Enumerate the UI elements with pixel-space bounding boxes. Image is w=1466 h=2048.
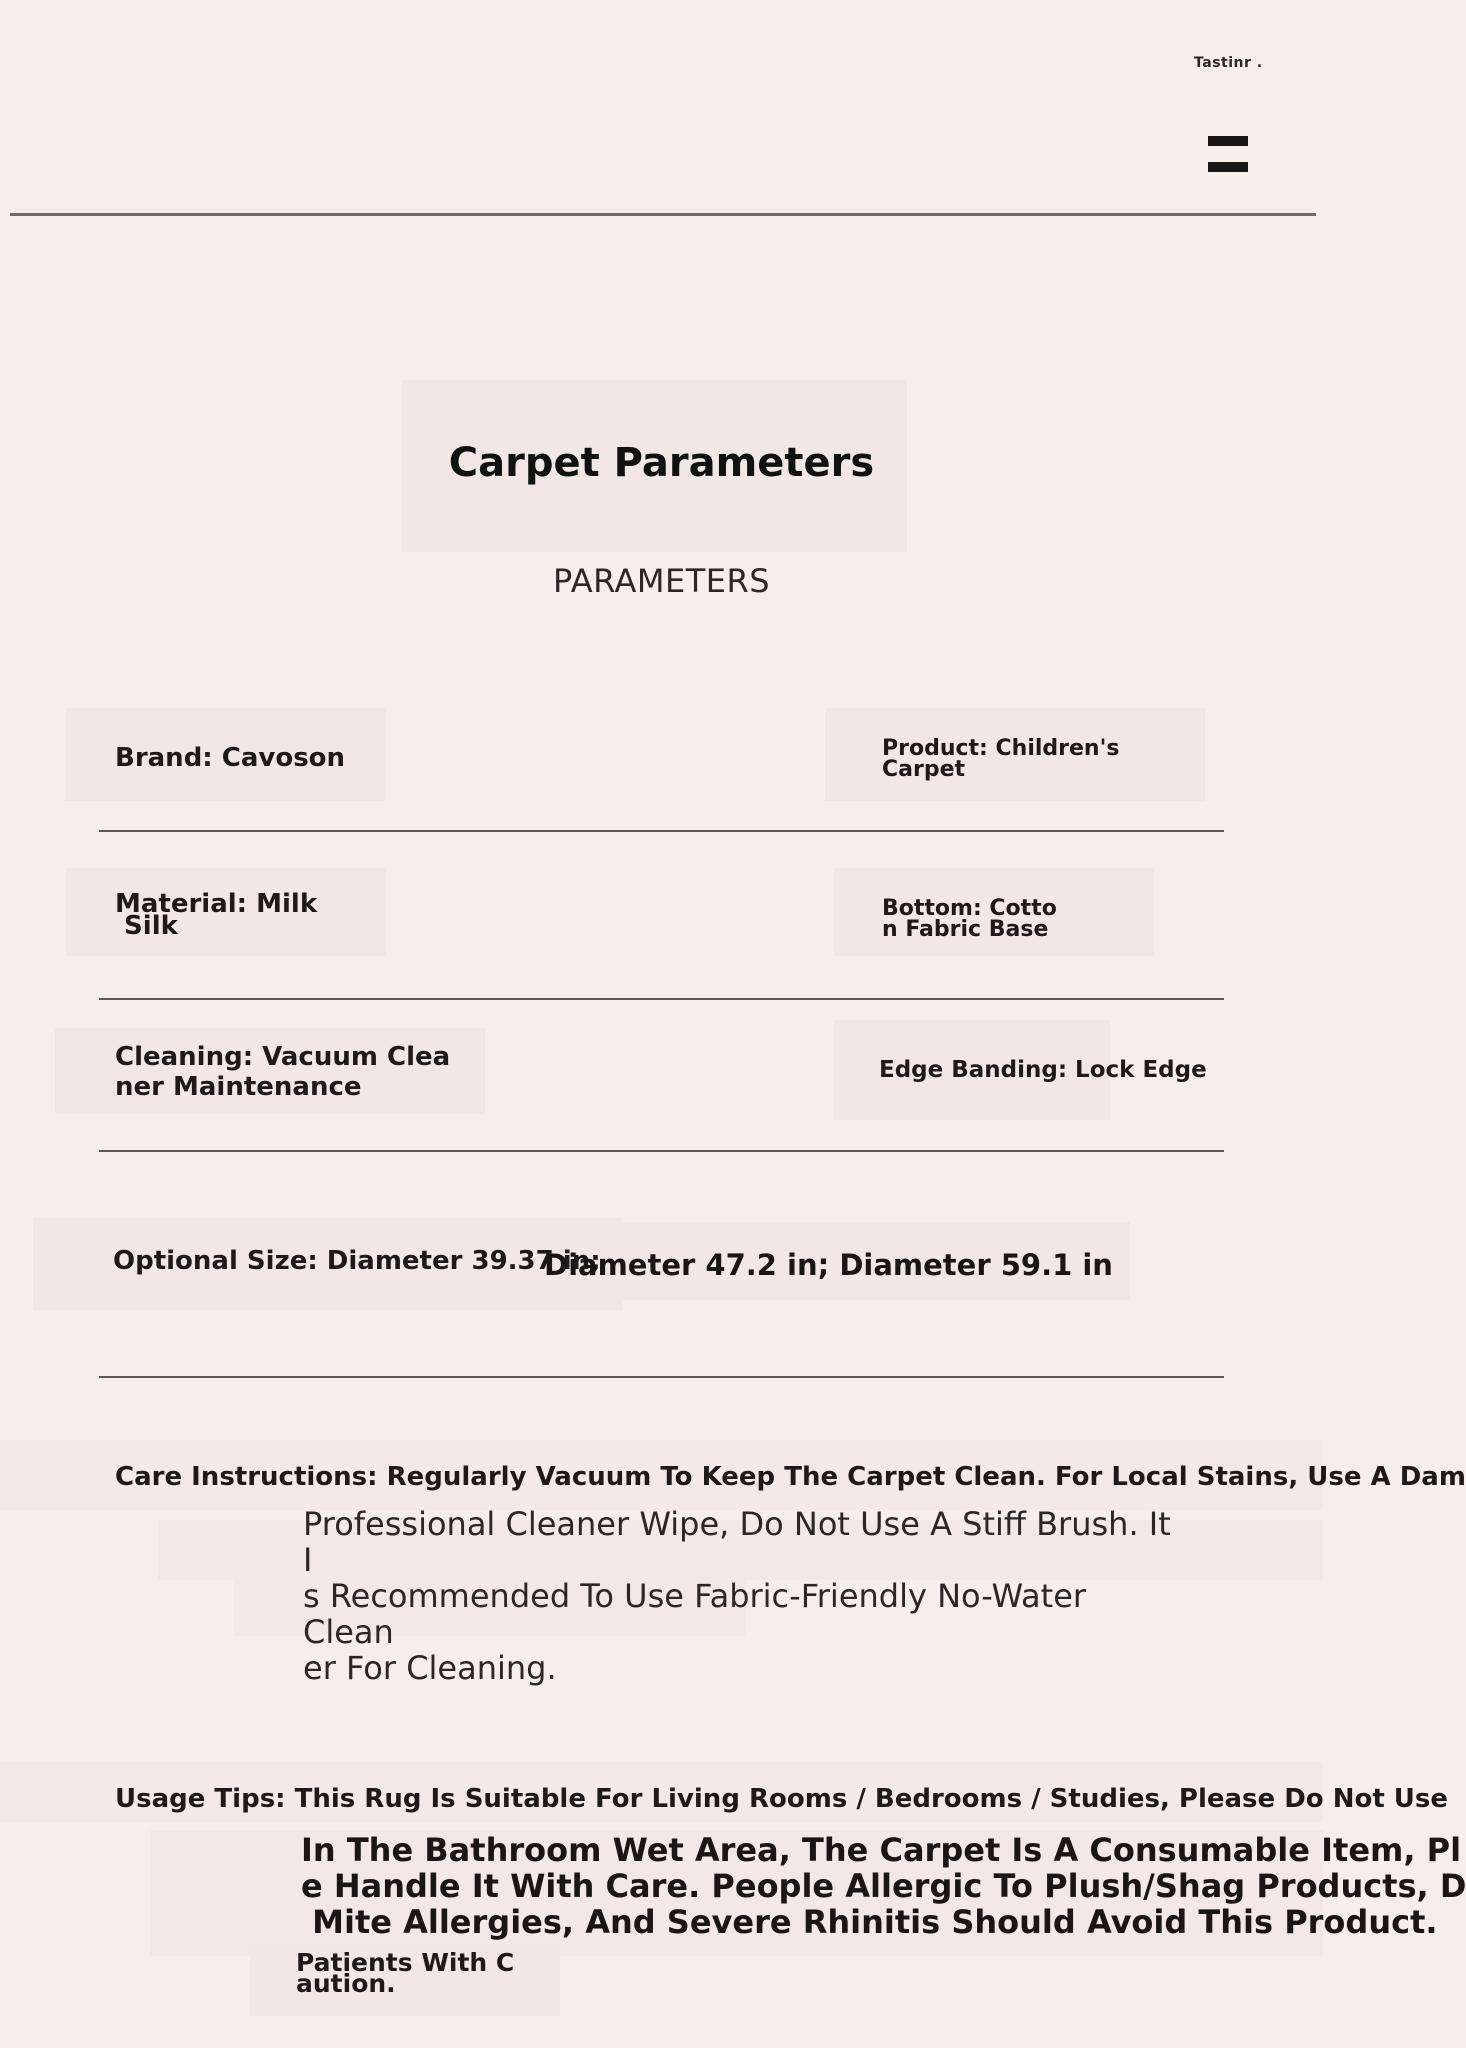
row-divider bbox=[99, 830, 1224, 832]
param-bottom bbox=[882, 898, 1057, 940]
care-instructions-body bbox=[303, 1506, 1183, 1686]
care-line1: Professional Cleaner Wipe, Do Not Use A Stiff Brush. It I bbox=[303, 1505, 1171, 1579]
param-cleaning-line1: Cleaning: Vacuum Clea bbox=[115, 1042, 451, 1072]
usage-tips-tail bbox=[296, 1948, 515, 1998]
usage-line1: In The Bathroom Wet Area, The Carpet Is A Consumable Item, Pl bbox=[301, 1831, 1462, 1869]
usage-line2: e Handle It With Care. People Allergic To Plush/Shag Products, D bbox=[301, 1867, 1466, 1905]
param-size-part1: Optional Size: Diameter 39.37 in; bbox=[113, 1246, 601, 1276]
usage-line3: Mite Allergies, And Severe Rhinitis Should Avoid This Product. bbox=[301, 1903, 1438, 1941]
param-product-line2: Carpet bbox=[882, 757, 966, 782]
param-bottom-line1: Bottom: Cotto bbox=[882, 896, 1057, 921]
param-bottom-line2: n Fabric Base bbox=[882, 917, 1049, 942]
usage-tips-heading: Usage Tips: This Rug Is Suitable For Living Rooms / Bedrooms / Studies, Please Do Not Use bbox=[115, 1784, 1449, 1814]
care-line2: s Recommended To Use Fabric-Friendly No-Water Clean bbox=[303, 1577, 1087, 1651]
param-material-line1: Material: Milk bbox=[115, 889, 318, 919]
page-subtitle: PARAMETERS bbox=[552, 562, 771, 600]
row-divider bbox=[99, 1150, 1224, 1152]
param-product-line1: Product: Children's bbox=[882, 736, 1120, 761]
header-divider bbox=[10, 213, 1316, 216]
menu-icon[interactable] bbox=[1206, 136, 1250, 176]
brand-mark: Tastinr . bbox=[1194, 55, 1263, 71]
page-title: Carpet Parameters bbox=[448, 440, 875, 486]
param-size-part2: Diameter 47.2 in; Diameter 59.1 in bbox=[544, 1248, 1113, 1282]
usage-tail-line2: aution. bbox=[296, 1969, 396, 1998]
param-brand: Brand: Cavoson bbox=[115, 743, 346, 773]
param-material bbox=[115, 889, 318, 941]
usage-tips-body bbox=[301, 1832, 1466, 1940]
care-line3: er For Cleaning. bbox=[303, 1649, 557, 1687]
row-divider bbox=[99, 1376, 1224, 1378]
row-divider bbox=[99, 998, 1224, 1000]
param-material-line2: Silk bbox=[115, 911, 178, 941]
usage-tail-line1: Patients With C bbox=[296, 1948, 515, 1977]
param-cleaning bbox=[115, 1042, 450, 1102]
care-instructions-heading: Care Instructions: Regularly Vacuum To Keep The Carpet Clean. For Local Stains, Use A Dam bbox=[115, 1462, 1466, 1492]
param-cleaning-line2: ner Maintenance bbox=[115, 1072, 362, 1102]
param-product bbox=[882, 738, 1119, 780]
param-edge: Edge Banding: Lock Edge bbox=[879, 1057, 1207, 1083]
